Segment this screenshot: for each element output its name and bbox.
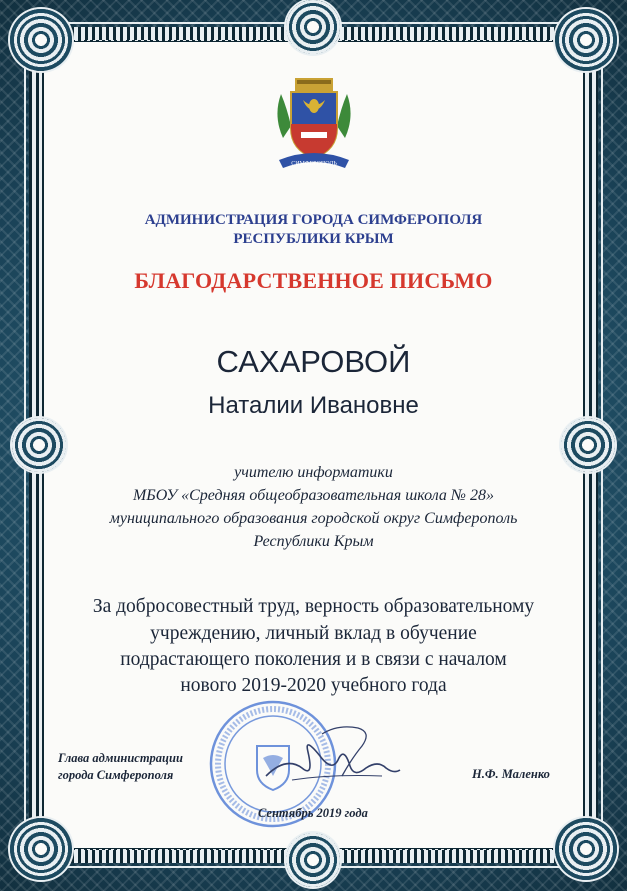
recipient-position-line2: МБОУ «Средняя общеобразовательная школа № 28» (132, 487, 495, 504)
corner-rosette-top-right (555, 9, 617, 71)
corner-rosette-bottom-right (555, 818, 617, 880)
body-text-line1: За добросовестный труд, верность образовательному (92, 596, 535, 617)
recipient-given-names: Наталии Ивановне (208, 392, 419, 419)
recipient-position-line1: учителю информатики (234, 464, 393, 481)
recipient-surname: САХАРОВОЙ (216, 344, 411, 379)
body-text-line2: учреждению, личный вклад в обучение (150, 623, 477, 644)
side-rosette-top (286, 0, 340, 54)
emblem-ribbon-text: СИМФЕРОПОЛЬ (291, 161, 337, 167)
signatory-role-line2: города Симферополя (58, 768, 174, 782)
handwritten-signature (262, 716, 402, 796)
corner-rosette-top-left (10, 9, 72, 71)
coat-of-arms-emblem (273, 76, 355, 176)
issue-date: Сентябрь 2019 года (258, 806, 368, 820)
recipient-position-line3: муниципального образования городской округ Симферополь (109, 510, 518, 527)
org-name-line2: РЕСПУБЛИКИ КРЫМ (233, 231, 394, 247)
document-title: БЛАГОДАРСТВЕННОЕ ПИСЬМО (134, 268, 493, 293)
signatory-role (58, 750, 183, 784)
org-name-line1: АДМИНИСТРАЦИЯ ГОРОДА СИМФЕРОПОЛЯ (144, 212, 483, 228)
recipient-position-line4: Республики Крым (253, 533, 374, 550)
signatory-name: Н.Ф. Маленко (472, 767, 550, 781)
signatory-role-line1: Глава администрации (58, 751, 183, 765)
corner-rosette-bottom-left (10, 818, 72, 880)
body-text-line4: нового 2019-2020 учебного года (180, 675, 447, 696)
side-rosette-bottom (286, 833, 340, 887)
body-text-line3: подрастающего поколения и в связи с началом (120, 649, 507, 670)
